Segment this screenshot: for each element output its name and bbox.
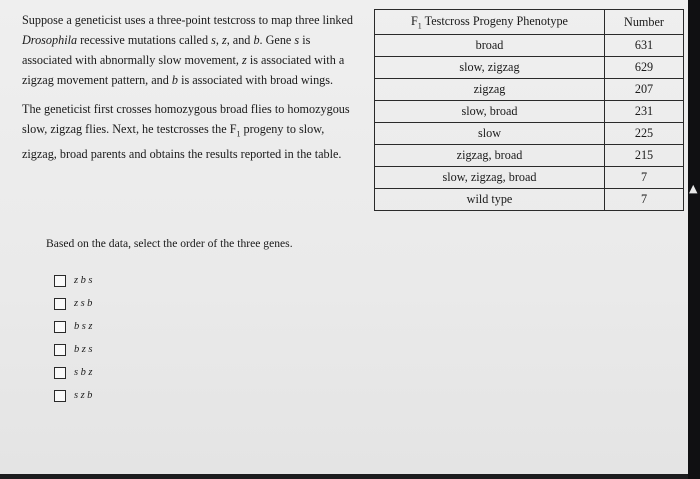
option-label: zbs (74, 275, 95, 286)
question-prompt: Based on the data, select the order of the three genes. (46, 237, 293, 250)
phenotype-cell: wild type (375, 189, 605, 211)
checkbox[interactable] (54, 298, 66, 310)
option-label: bzs (74, 344, 95, 355)
checkbox[interactable] (54, 275, 66, 287)
checkbox[interactable] (54, 390, 66, 402)
progeny-table (374, 9, 684, 211)
phenotype-cell: slow, zigzag, broad (375, 167, 605, 189)
problem-paragraph-2: The geneticist first crosses homozygous broad flies to homozygous slow, zigzag flies. Next, he testcrosses the $F_1$ progeny to slow, zigzag, broad parents and obtains the results reported in the table. (22, 102, 350, 162)
option-szb[interactable] (54, 384, 95, 407)
phenotype-cell: slow, zigzag (375, 57, 605, 79)
problem-statement (22, 10, 357, 164)
table-header-row (375, 10, 684, 35)
table-row (375, 35, 684, 57)
number-cell: 7 (605, 167, 684, 189)
number-cell: 231 (605, 101, 684, 123)
phenotype-cell: broad (375, 35, 605, 57)
option-label: bsz (74, 321, 95, 332)
option-sbz[interactable] (54, 361, 95, 384)
option-bzs[interactable] (54, 338, 95, 361)
option-label: zsb (74, 298, 95, 309)
phenotype-cell: slow, broad (375, 101, 605, 123)
option-bsz[interactable] (54, 315, 95, 338)
table-row (375, 145, 684, 167)
mouse-pointer-icon: ▲ (689, 182, 698, 195)
table-row (375, 189, 684, 211)
screen-bezel (688, 0, 700, 479)
table-row (375, 167, 684, 189)
number-cell: 215 (605, 145, 684, 167)
number-cell: 207 (605, 79, 684, 101)
checkbox[interactable] (54, 367, 66, 379)
answer-options (54, 269, 95, 407)
phenotype-cell: slow (375, 123, 605, 145)
phenotype-cell: zigzag, broad (375, 145, 605, 167)
number-cell: 7 (605, 189, 684, 211)
number-cell: 629 (605, 57, 684, 79)
checkbox[interactable] (54, 344, 66, 356)
header-phenotype: $F_1$ Testcross Progeny Phenotype (375, 10, 605, 35)
number-cell: 225 (605, 123, 684, 145)
number-cell: 631 (605, 35, 684, 57)
table-row (375, 57, 684, 79)
option-zbs[interactable] (54, 269, 95, 292)
option-label: szb (74, 390, 95, 401)
phenotype-cell: zigzag (375, 79, 605, 101)
option-label: sbz (74, 367, 95, 378)
option-zsb[interactable] (54, 292, 95, 315)
table-row (375, 101, 684, 123)
table-row (375, 123, 684, 145)
checkbox[interactable] (54, 321, 66, 333)
header-number: Number (605, 10, 684, 35)
problem-paragraph-1: Suppose a geneticist uses a three-point testcross to map three linked Drosophila recessive mutations called s, z, and b. Gene s is associated with abnormally slow movement, z is associated with a zigzag movement pattern, and b is associated with broad wings. (22, 13, 354, 87)
table-row (375, 79, 684, 101)
